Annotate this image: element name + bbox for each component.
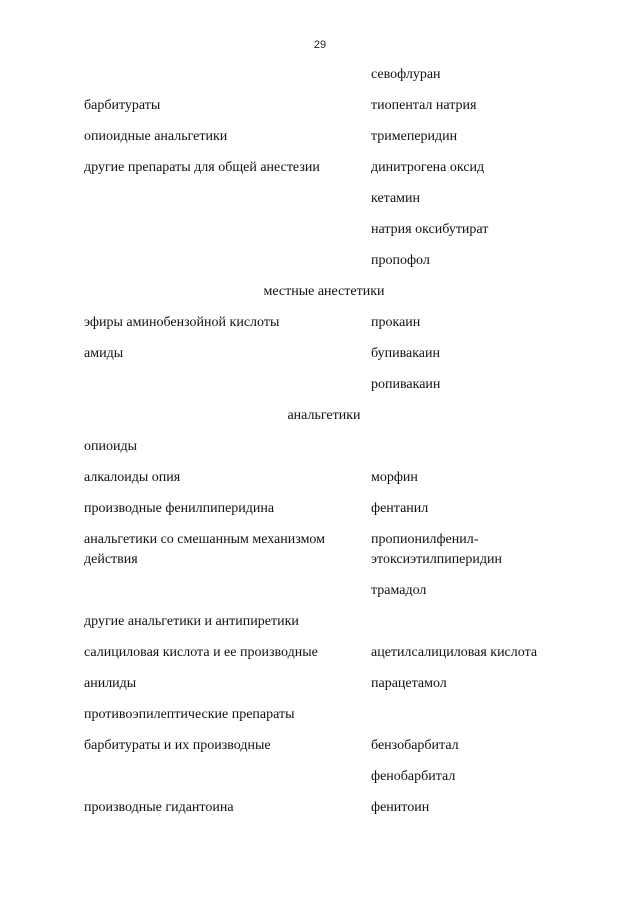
table-row [84, 494, 564, 525]
drug-name-cell: бупивакаин [371, 346, 441, 361]
table-row [84, 215, 564, 246]
drug-group-cell [84, 525, 371, 576]
drug-classification-table [84, 60, 564, 824]
drug-group-cell [84, 762, 371, 793]
table-row [84, 370, 564, 401]
drug-name-cell: морфин [371, 470, 418, 485]
drug-group-cell: другие анальгетики и антипиретики [84, 614, 299, 629]
table-row [84, 793, 564, 824]
drug-group-cell: барбитураты [84, 98, 161, 113]
table-row [84, 91, 564, 122]
drug-group-cell: барбитураты и их производные [84, 738, 271, 753]
table-row [84, 525, 564, 576]
drug-group-line: действия [84, 552, 138, 567]
drug-name-cell: бензобарбитал [371, 738, 459, 753]
drug-group-cell: опиоидные анальгетики [84, 129, 228, 144]
drug-name-cell: кетамин [371, 191, 421, 206]
table-row [84, 339, 564, 370]
drug-name-cell: севофлуран [371, 67, 441, 82]
table-row [84, 246, 564, 277]
drug-name-cell [371, 525, 564, 576]
drug-group-cell: противоэпилептические препараты [84, 707, 295, 722]
drug-group-cell [84, 215, 371, 246]
drug-name-cell: ропивакаин [371, 377, 441, 392]
drug-name-cell: парацетамол [371, 676, 447, 691]
drug-name-line: этоксиэтилпиперидин [371, 552, 502, 567]
drug-group-line: анальгетики со смешанным механизмом [84, 532, 326, 547]
drug-group-cell: эфиры аминобензойной кислоты [84, 315, 280, 330]
drug-group-cell [84, 246, 371, 277]
drug-name-cell: динитрогена оксид [371, 160, 485, 175]
drug-group-cell: другие препараты для общей анестезии [84, 160, 320, 175]
drug-name-cell: фентанил [371, 501, 429, 516]
drug-name-cell: прокаин [371, 315, 421, 330]
drug-group-cell: производные гидантоина [84, 800, 234, 815]
table-row [84, 762, 564, 793]
table-row [84, 308, 564, 339]
table-row [84, 463, 564, 494]
section-heading-local-anesthetics: местные анестетики [263, 284, 385, 299]
drug-name-cell [371, 700, 564, 731]
table-row [84, 60, 564, 91]
table-row [84, 607, 564, 638]
drug-group-cell [84, 370, 371, 401]
table-row [84, 576, 564, 607]
drug-name-cell: фенобарбитал [371, 769, 456, 784]
drug-name-cell: пропофол [371, 253, 430, 268]
drug-group-cell: опиоиды [84, 439, 138, 454]
drug-name-cell: фенитоин [371, 800, 430, 815]
table-row [84, 700, 564, 731]
table-row [84, 669, 564, 700]
drug-name-line: пропионилфенил- [371, 532, 479, 547]
drug-group-cell [84, 576, 371, 607]
table-row [84, 638, 564, 669]
drug-name-cell [371, 432, 564, 463]
drug-group-cell [84, 184, 371, 215]
drug-group-cell [84, 60, 371, 91]
table-row [84, 731, 564, 762]
drug-group-cell: амиды [84, 346, 124, 361]
table-row [84, 184, 564, 215]
table-row [84, 122, 564, 153]
drug-group-cell: салициловая кислота и ее производные [84, 645, 318, 660]
drug-name-cell: натрия оксибутират [371, 222, 489, 237]
table-row [84, 432, 564, 463]
drug-name-cell: тиопентал натрия [371, 98, 477, 113]
drug-name-cell: трамадол [371, 583, 427, 598]
drug-group-cell: производные фенилпиперидина [84, 501, 275, 516]
drug-name-cell: тримеперидин [371, 129, 458, 144]
drug-group-cell: анилиды [84, 676, 137, 691]
page-number: 29 [313, 39, 327, 51]
table-row [84, 153, 564, 184]
section-heading-analgesics: анальгетики [287, 408, 361, 423]
drug-group-cell: алкалоиды опия [84, 470, 181, 485]
drug-name-cell [371, 607, 564, 638]
drug-name-cell: ацетилсалициловая кислота [371, 645, 538, 660]
